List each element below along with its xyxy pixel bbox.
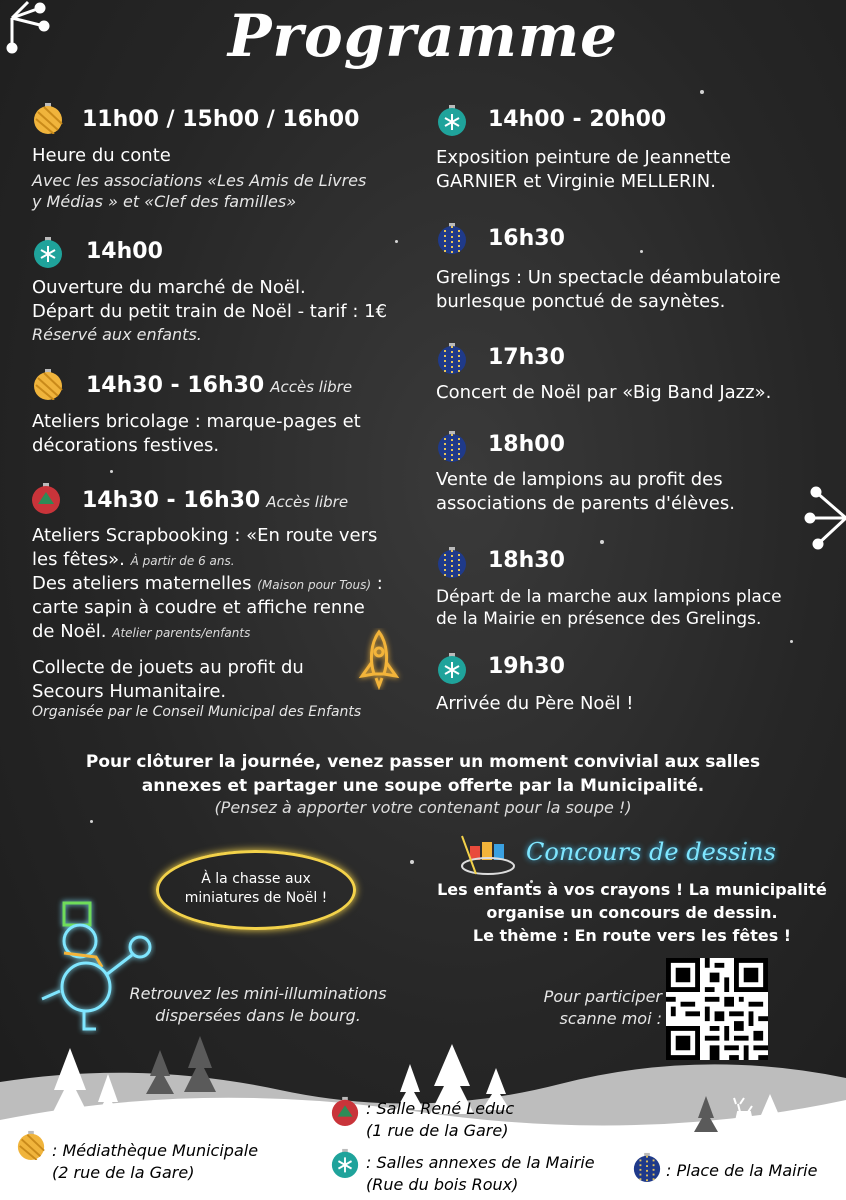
event-description: Des ateliers maternelles (Maison pour Tous) : bbox=[32, 573, 383, 594]
event-description: de Noël. Atelier parents/enfants bbox=[32, 621, 251, 642]
red-ornament-icon bbox=[30, 482, 62, 514]
legend-address: (2 rue de la Gare) bbox=[52, 1163, 195, 1182]
gold-ornament-icon bbox=[16, 1130, 46, 1160]
event-time: 14h00 - 20h00 bbox=[488, 107, 667, 132]
closing-line: annexes et partager une soupe offerte par la Municipalité. bbox=[141, 776, 705, 796]
legend-label: : Médiathèque Municipale bbox=[52, 1141, 259, 1160]
event-description: Heure du conte bbox=[32, 145, 171, 166]
event-description: Départ de la marche aux lampions place bbox=[436, 587, 782, 607]
blue-ornament-icon bbox=[436, 342, 468, 374]
paint-palette-icon bbox=[456, 830, 520, 878]
teal-ornament-icon bbox=[330, 1148, 360, 1178]
qr-caption: Pour participer bbox=[543, 987, 662, 1006]
snowflake-icon bbox=[800, 478, 846, 558]
event-time: 18h00 bbox=[488, 432, 565, 457]
concours-text: Le thème : En route vers les fêtes ! bbox=[472, 926, 792, 945]
event-description: Ouverture du marché de Noël. bbox=[32, 277, 306, 298]
event-description: Secours Humanitaire. bbox=[32, 681, 227, 702]
event-description: Ateliers bricolage : marque-pages et bbox=[32, 411, 361, 432]
concours-text: organise un concours de dessin. bbox=[486, 903, 778, 922]
concours-text: Les enfants à vos crayons ! La municipalité bbox=[437, 880, 827, 899]
blue-ornament-icon bbox=[436, 222, 468, 254]
event-time: 14h30 - 16h30 Accès libre bbox=[82, 488, 349, 513]
event-time: 17h30 bbox=[488, 345, 565, 370]
legend-address: (Rue du bois Roux) bbox=[366, 1175, 519, 1194]
event-description: Arrivée du Père Noël ! bbox=[436, 693, 634, 714]
blue-ornament-icon bbox=[436, 546, 468, 578]
access-note: Accès libre bbox=[270, 378, 353, 396]
legend-label: : Salles annexes de la Mairie bbox=[366, 1153, 595, 1172]
event-note: Réservé aux enfants. bbox=[32, 325, 202, 344]
access-note: Accès libre bbox=[266, 493, 349, 511]
teal-ornament-icon bbox=[436, 104, 468, 136]
teal-ornament-icon bbox=[436, 652, 468, 684]
event-description: Vente de lampions au profit des bbox=[436, 469, 723, 490]
legend-address: (1 rue de la Gare) bbox=[366, 1121, 509, 1140]
event-description: associations de parents d'élèves. bbox=[436, 493, 735, 514]
event-time: 19h30 bbox=[488, 654, 565, 679]
blue-ornament-icon bbox=[632, 1152, 662, 1182]
legend-label: : Place de la Mairie bbox=[666, 1161, 818, 1180]
event-description: burlesque ponctué de saynètes. bbox=[436, 291, 726, 312]
teal-ornament-icon bbox=[32, 236, 64, 268]
blue-ornament-icon bbox=[436, 430, 468, 462]
event-description: GARNIER et Virginie MELLERIN. bbox=[436, 171, 716, 192]
closing-note: (Pensez à apporter votre contenant pour la soupe !) bbox=[214, 798, 632, 817]
event-time: 14h30 - 16h30 Accès libre bbox=[86, 373, 353, 398]
event-time: 18h30 bbox=[488, 548, 565, 573]
red-ornament-icon bbox=[330, 1096, 360, 1126]
legend-label: : Salle René Leduc bbox=[366, 1099, 515, 1118]
gold-ornament-icon bbox=[32, 368, 64, 400]
event-description: Concert de Noël par «Big Band Jazz». bbox=[436, 382, 772, 403]
chasse-text: Retrouvez les mini-illuminations bbox=[129, 984, 387, 1003]
event-description: Ateliers Scrapbooking : «En route vers bbox=[32, 525, 378, 546]
event-description: Exposition peinture de Jeannette bbox=[436, 147, 731, 168]
event-description: décorations festives. bbox=[32, 435, 220, 456]
event-description: Départ du petit train de Noël - tarif : 1€ bbox=[32, 301, 388, 322]
event-note: Organisée par le Conseil Municipal des Enfants bbox=[32, 704, 362, 720]
gold-ornament-icon bbox=[32, 102, 64, 134]
event-description: Collecte de jouets au profit du bbox=[32, 657, 304, 678]
page-title: Programme bbox=[227, 2, 619, 70]
event-description: les fêtes». À partir de 6 ans. bbox=[32, 549, 235, 570]
event-note: Avec les associations «Les Amis de Livres bbox=[32, 171, 367, 190]
chasse-text: dispersées dans le bourg. bbox=[155, 1006, 361, 1025]
rocket-icon bbox=[352, 628, 406, 690]
concours-title: Concours de dessins bbox=[526, 838, 776, 866]
event-description: de la Mairie en présence des Grelings. bbox=[436, 609, 762, 629]
qr-caption: scanne moi : bbox=[559, 1009, 662, 1028]
event-description: carte sapin à coudre et affiche renne bbox=[32, 597, 365, 618]
event-note: y Médias » et «Clef des familles» bbox=[32, 192, 297, 211]
closing-line: Pour clôturer la journée, venez passer un moment convivial aux salles bbox=[85, 752, 761, 772]
speech-bubble: À la chasse aux miniatures de Noël ! bbox=[156, 850, 356, 930]
event-time: 14h00 bbox=[86, 239, 163, 264]
event-description: Grelings : Un spectacle déambulatoire bbox=[436, 267, 781, 288]
event-time: 11h00 / 15h00 / 16h00 bbox=[82, 107, 360, 132]
event-time: 16h30 bbox=[488, 226, 565, 251]
